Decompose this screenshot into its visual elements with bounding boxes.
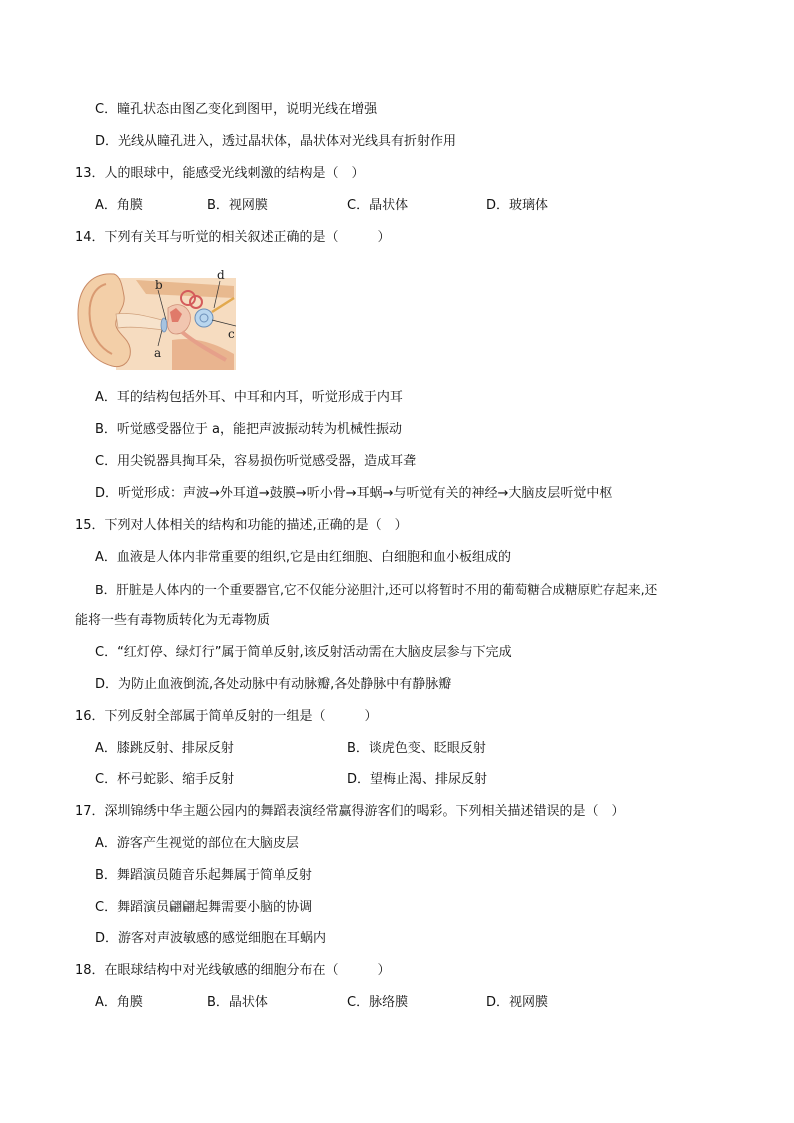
q15-option-b-continued: 能将一些有毒物质转化为无毒物质 (75, 613, 271, 628)
q14-option-a: A．耳的结构包括外耳、中耳和内耳，听觉形成于内耳 (95, 390, 403, 405)
q17-stem: 17．深圳锦绣中华主题公园内的舞蹈表演经常赢得游客们的喝彩。下列相关描述错误的是（ ） (75, 804, 625, 819)
figure-label-c: c (228, 327, 235, 341)
q15-option-c: C．“红灯停、绿灯行”属于简单反射,该反射活动需在大脑皮层参与下完成 (95, 645, 512, 660)
q16-stem: 16．下列反射全部属于简单反射的一组是（ ） (75, 709, 378, 724)
q17-option-d: D．游客对声波敏感的感觉细胞在耳蜗内 (95, 931, 327, 946)
q15-option-b: B．肝脏是人体内的一个重要器官,它不仅能分泌胆汁,还可以将暂时不用的葡萄糖合成糖原贮存起来,还 (95, 582, 658, 597)
q14-option-d: D．听觉形成：声波→外耳道→鼓膜→听小骨→耳蜗→与听觉有关的神经→大脑皮层听觉中枢 (95, 486, 613, 501)
q18-stem: 18．在眼球结构中对光线敏感的细胞分布在（ ） (75, 963, 391, 978)
q13-option-d: D．玻璃体 (486, 198, 549, 213)
q14-stem: 14．下列有关耳与听觉的相关叙述正确的是（ ） (75, 230, 391, 245)
ear-structure-figure (76, 268, 236, 370)
q16-option-b: B．谈虎色变、眨眼反射 (347, 741, 486, 756)
ear-diagram (76, 268, 236, 370)
q18-option-c: C．脉络膜 (347, 995, 409, 1010)
q12-option-d: D．光线从瞳孔进入，透过晶状体，晶状体对光线具有折射作用 (95, 134, 457, 149)
q13-option-b: B．视网膜 (207, 198, 268, 213)
q15-option-d: D．为防止血液倒流,各处动脉中有动脉瓣,各处静脉中有静脉瓣 (95, 677, 452, 692)
q16-option-a: A．膝跳反射、排尿反射 (95, 741, 234, 756)
q18-option-d: D．视网膜 (486, 995, 549, 1010)
q17-option-c: C．舞蹈演员翩翩起舞需要小脑的协调 (95, 900, 313, 915)
q12-option-c: C．瞳孔状态由图乙变化到图甲，说明光线在增强 (95, 102, 378, 117)
q13-stem: 13．人的眼球中，能感受光线刺激的结构是（ ） (75, 166, 365, 181)
eardrum (161, 318, 167, 332)
q15-stem: 15．下列对人体相关的结构和功能的描述,正确的是（ ） (75, 518, 408, 533)
figure-label-a: a (154, 346, 162, 360)
q18-option-a: A．角膜 (95, 995, 143, 1010)
q14-option-c: C．用尖锐器具掏耳朵，容易损伤听觉感受器，造成耳聋 (95, 454, 417, 469)
q18-option-b: B．晶状体 (207, 995, 268, 1010)
figure-label-d: d (217, 268, 225, 282)
q15-option-a: A．血液是人体内非常重要的组织,它是由红细胞、白细胞和血小板组成的 (95, 550, 512, 565)
q16-option-c: C．杯弓蛇影、缩手反射 (95, 772, 235, 787)
cochlea (195, 309, 213, 327)
figure-label-b: b (155, 278, 163, 292)
q13-option-a: A．角膜 (95, 198, 143, 213)
q16-option-d: D．望梅止渴、排尿反射 (347, 772, 488, 787)
q17-option-a: A．游客产生视觉的部位在大脑皮层 (95, 836, 299, 851)
q14-option-b: B．听觉感受器位于 a，能把声波振动转为机械性振动 (95, 422, 403, 437)
q13-option-c: C．晶状体 (347, 198, 409, 213)
q17-option-b: B．舞蹈演员随音乐起舞属于简单反射 (95, 868, 312, 883)
